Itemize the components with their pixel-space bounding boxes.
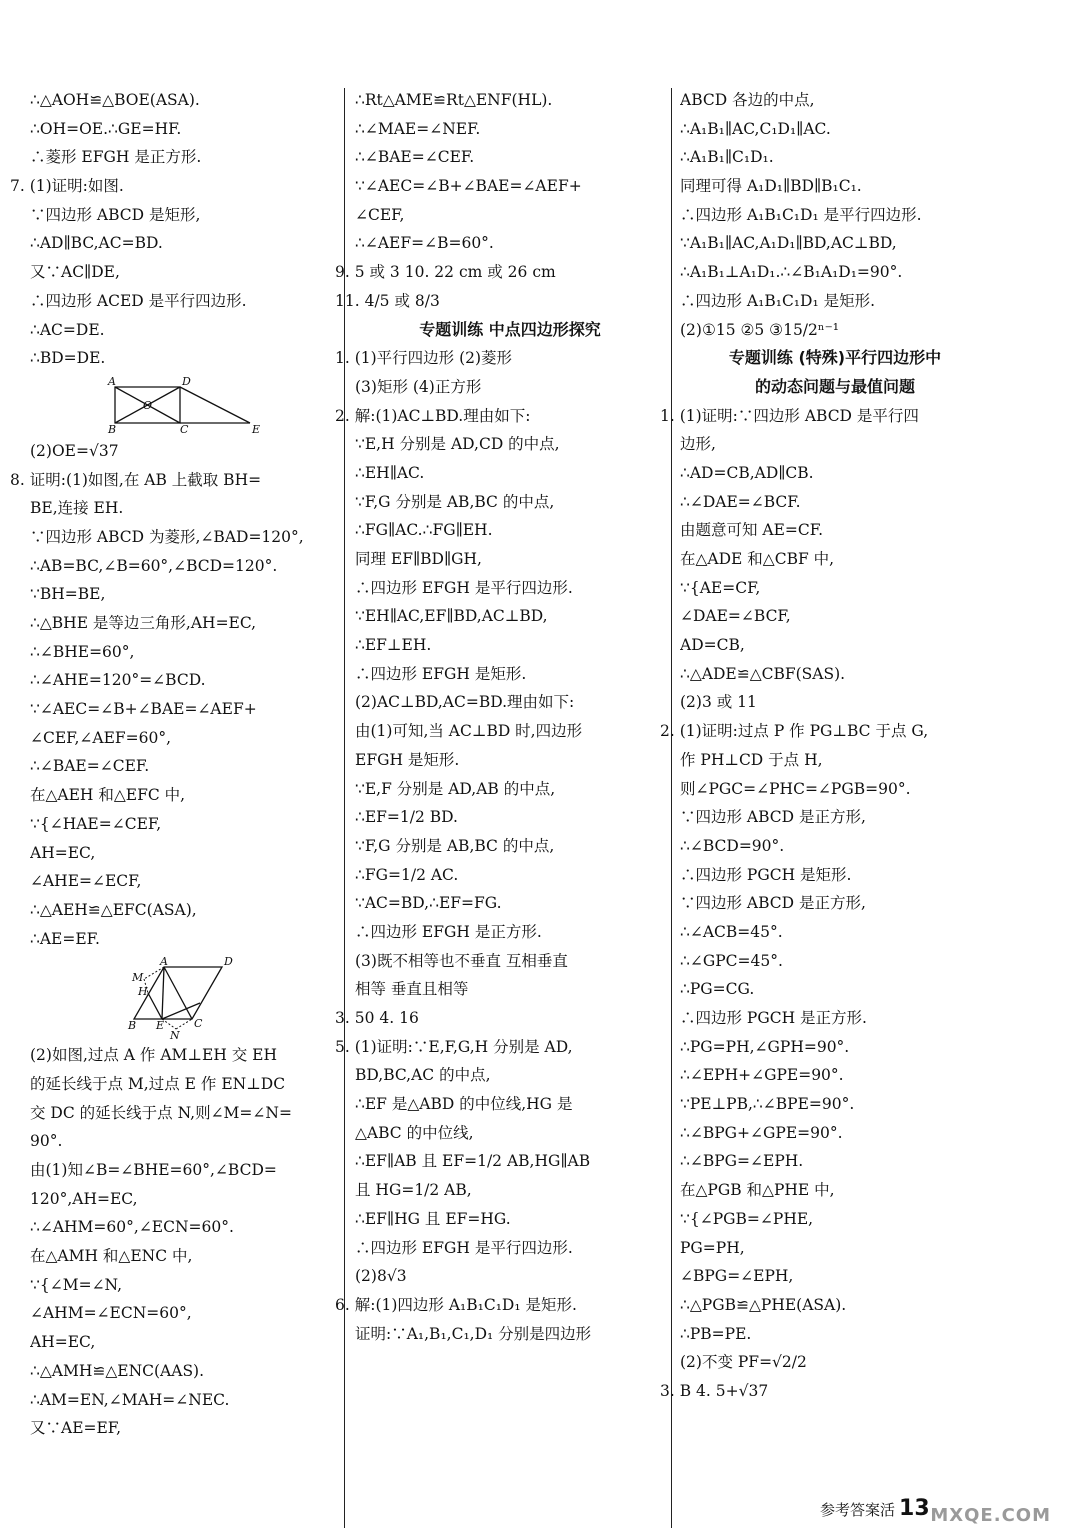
- text-line: ∵E,F 分别是 AD,AB 的中点,: [355, 779, 556, 798]
- text-line: AD=CB,: [680, 636, 745, 655]
- text-line: ∴四边形 EFGH 是平行四边形.: [355, 578, 573, 597]
- text-line: ∵BH=BE,: [30, 585, 106, 604]
- text-line: 又∵AC∥DE,: [30, 263, 120, 282]
- text-line: 且 HG=1/2 AB,: [355, 1181, 472, 1200]
- text-line: 11. 4/5 或 8/3: [335, 291, 440, 310]
- text-line: ∴四边形 EFGH 是正方形.: [355, 922, 542, 941]
- text-line: 证明:∵A₁,B₁,C₁,D₁ 分别是四边形: [355, 1324, 592, 1343]
- text-line: AH=EC,: [30, 1333, 96, 1352]
- text-line: ∴四边形 PGCH 是矩形.: [680, 865, 852, 884]
- text-line: ∴∠BHE=60°,: [30, 642, 135, 661]
- footer-suffix: 活: [880, 1501, 896, 1519]
- watermark-logo: MXQE.COM: [930, 1505, 1051, 1526]
- col1-block-b: [10, 437, 335, 953]
- text-line: ∴四边形 A₁B₁C₁D₁ 是矩形.: [680, 291, 876, 310]
- text-line: 则∠PGC=∠PHC=∠PGB=90°.: [680, 779, 911, 798]
- col1-block-c: [30, 1041, 335, 1443]
- text-line: 同理 EF∥BD∥GH,: [355, 550, 482, 568]
- text-line: 90°.: [30, 1132, 63, 1151]
- figure-label: N: [170, 1029, 180, 1040]
- text-line: (2)AC⊥BD,AC=BD.理由如下:: [355, 693, 575, 712]
- figure-label: C: [194, 1017, 203, 1031]
- text-line: ∴A₁B₁∥AC,C₁D₁∥AC.: [680, 119, 831, 138]
- text-line: ∴四边形 PGCH 是正方形.: [680, 1009, 867, 1027]
- section-heading-dynamic-2: 的动态问题与最值问题: [754, 376, 915, 396]
- text-line: ∴△AEH≌△EFC(ASA),: [30, 900, 197, 919]
- figure-label: O: [143, 398, 153, 412]
- text-line: ∴BD=DE.: [30, 349, 106, 368]
- column-divider-2: [671, 88, 672, 1528]
- text-line: ∴EF⊥EH.: [355, 636, 432, 655]
- text-line: ∴EH∥AC.: [355, 463, 425, 482]
- text-line: ∠DAE=∠BCF,: [680, 607, 791, 626]
- text-line: ∴∠AHE=120°=∠BCD.: [30, 671, 206, 690]
- text-line: (2)不变 PF=√2/2: [680, 1353, 807, 1372]
- text-line: ∴OH=OE.∴GE=HF.: [30, 119, 182, 138]
- text-line: ∵E,H 分别是 AD,CD 的中点,: [355, 435, 560, 454]
- text-line: ∴△AOH≌△BOE(ASA).: [30, 91, 200, 109]
- text-line: 同理可得 A₁D₁∥BD∥B₁C₁.: [680, 177, 862, 196]
- figure-rectangle-acde: [30, 375, 330, 435]
- figure-label: A: [108, 374, 116, 388]
- text-line: 3. B 4. 5+√37: [660, 1381, 769, 1400]
- figure-label: H: [138, 985, 148, 999]
- text-line: ∴Rt△AME≌Rt△ENF(HL).: [355, 91, 553, 109]
- text-line: 的延长线于点 M,过点 E 作 EN⊥DC: [30, 1074, 286, 1093]
- text-line: ∴四边形 EFGH 是平行四边形.: [355, 1238, 573, 1257]
- text-line: ∴菱形 EFGH 是正方形.: [30, 148, 202, 167]
- text-line: ∴△AMH≌△ENC(AAS).: [30, 1361, 205, 1380]
- text-line: (3)既不相等也不垂直 互相垂直: [355, 951, 568, 970]
- text-line: ∴∠BCD=90°.: [680, 836, 785, 855]
- text-line: ∴EF∥AB 且 EF=1/2 AB,HG∥AB: [355, 1152, 591, 1171]
- text-line: ∴PB=PE.: [680, 1324, 752, 1343]
- figure-label: B: [108, 422, 117, 435]
- text-line: ∠CEF,: [355, 205, 405, 224]
- text-line: ∴∠AEF=∠B=60°.: [355, 234, 494, 253]
- text-line: 作 PH⊥CD 于点 H,: [680, 750, 823, 769]
- text-line: ∴AE=EF.: [30, 929, 100, 948]
- text-line: ∴AD=CB,AD∥CB.: [680, 463, 814, 482]
- text-line: ∴∠AHM=60°,∠ECN=60°.: [30, 1218, 234, 1237]
- text-line: 1. (1)证明:∵四边形 ABCD 是平行四: [660, 406, 919, 425]
- col1-block-a: [10, 86, 335, 373]
- text-line: ∴∠EPH+∠GPE=90°.: [680, 1066, 844, 1085]
- text-line: ∴∠BAE=∠CEF.: [355, 148, 475, 167]
- text-line: PG=PH,: [680, 1238, 745, 1257]
- text-line: ∵PE⊥PB,∴∠BPE=90°.: [680, 1095, 855, 1114]
- figure-label: B: [128, 1019, 137, 1033]
- text-line: ∴∠MAE=∠NEF.: [355, 119, 481, 138]
- page-number: 13: [899, 1496, 930, 1521]
- col3-block-b: [660, 402, 990, 1406]
- text-line: (2)如图,过点 A 作 AM⊥EH 交 EH: [30, 1046, 278, 1065]
- figure-label: C: [180, 422, 189, 435]
- text-line: ∴AD∥BC,AC=BD.: [30, 234, 163, 253]
- text-line: ∴AM=EN,∠MAH=∠NEC.: [30, 1390, 230, 1409]
- text-line: ABCD 各边的中点,: [680, 91, 815, 109]
- text-line: ∴AC=DE.: [30, 320, 105, 339]
- figure-label: E: [156, 1019, 165, 1033]
- text-line: ∴∠GPC=45°.: [680, 951, 783, 970]
- page-footer: [820, 1496, 930, 1521]
- text-line: ∴∠BPG=∠EPH.: [680, 1152, 804, 1171]
- text-line: ∴FG∥AC.∴FG∥EH.: [355, 521, 493, 540]
- text-line: 相等 垂直且相等: [355, 980, 469, 999]
- text-line: ∴四边形 EFGH 是矩形.: [355, 664, 527, 683]
- text-line: ∠AHM=∠ECN=60°,: [30, 1304, 192, 1323]
- text-line: BD,BC,AC 的中点,: [355, 1066, 491, 1085]
- text-line: ∠AHE=∠ECF,: [30, 872, 142, 891]
- text-line: (2)OE=√37: [30, 441, 119, 460]
- text-line: 在△ADE 和△CBF 中,: [680, 550, 835, 568]
- text-line: ∴EF 是△ABD 的中位线,HG 是: [355, 1095, 573, 1114]
- text-line: ∵四边形 ABCD 是正方形,: [680, 808, 866, 827]
- text-line: 由(1)知∠B=∠BHE=60°,∠BCD=: [30, 1161, 277, 1179]
- text-line: ∵{∠HAE=∠CEF,: [30, 814, 162, 833]
- text-line: ∠BPG=∠EPH,: [680, 1267, 794, 1286]
- text-line: ∴PG=CG.: [680, 980, 755, 999]
- text-line: ∴∠BAE=∠CEF.: [30, 757, 150, 776]
- text-line: 由题意可知 AE=CF.: [680, 521, 824, 540]
- text-line: ∴EF=1/2 BD.: [355, 808, 458, 827]
- text-line: ∴AB=BC,∠B=60°,∠BCD=120°.: [30, 556, 278, 575]
- text-line: ∴∠BPG+∠GPE=90°.: [680, 1123, 843, 1142]
- col2-block-b: [335, 344, 665, 1348]
- text-line: 9. 5 或 3 10. 22 cm 或 26 cm: [335, 263, 556, 282]
- figure-label: D: [182, 374, 191, 388]
- text-line: ∴EF∥HG 且 EF=HG.: [355, 1209, 511, 1228]
- text-line: ∵∠AEC=∠B+∠BAE=∠AEF+: [30, 700, 257, 719]
- text-line: 3. 50 4. 16: [335, 1009, 419, 1027]
- section-heading-dynamic-1: 专题训练 (特殊)平行四边形中: [728, 348, 942, 368]
- text-line: ∵四边形 ABCD 为菱形,∠BAD=120°,: [30, 527, 304, 546]
- text-line: 8. 证明:(1)如图,在 AB 上截取 BH=: [10, 470, 262, 489]
- text-line: 在△AEH 和△EFC 中,: [30, 786, 186, 805]
- figure-label: D: [224, 955, 233, 969]
- text-line: 1. (1)平行四边形 (2)菱形: [335, 349, 513, 368]
- text-line: (2)8√3: [355, 1267, 407, 1286]
- text-line: ∵四边形 ABCD 是矩形,: [30, 205, 201, 224]
- text-line: (2)①15 ②5 ③15/2ⁿ⁻¹: [680, 320, 839, 339]
- text-line: 6. 解:(1)四边形 A₁B₁C₁D₁ 是矩形.: [335, 1295, 577, 1314]
- text-line: ∵{∠M=∠N,: [30, 1275, 123, 1294]
- text-line: 又∵AE=EF,: [30, 1419, 122, 1438]
- col2-block-a: [335, 86, 665, 316]
- figure-label: A: [160, 955, 168, 969]
- text-line: 交 DC 的延长线于点 N,则∠M=∠N=: [30, 1103, 292, 1122]
- footer-label: 参考答案: [820, 1501, 881, 1519]
- figure-label: E: [252, 422, 261, 435]
- col3-block-a: [680, 86, 990, 344]
- text-line: ∵A₁B₁∥AC,A₁D₁∥BD,AC⊥BD,: [680, 234, 897, 253]
- text-line: ∴A₁B₁∥C₁D₁.: [680, 148, 774, 167]
- column-2: [335, 86, 665, 1348]
- text-line: ∴A₁B₁⊥A₁D₁.∴∠B₁A₁D₁=90°.: [680, 263, 903, 282]
- text-line: ∴△ADE≌△CBF(SAS).: [680, 664, 846, 683]
- text-line: ∴PG=PH,∠GPH=90°.: [680, 1037, 850, 1056]
- text-line: ∵EH∥AC,EF∥BD,AC⊥BD,: [355, 607, 548, 626]
- text-line: 5. (1)证明:∵E,F,G,H 分别是 AD,: [335, 1037, 573, 1056]
- section-heading-midpoint-quadrilateral: 专题训练 中点四边形探究: [419, 319, 601, 339]
- text-line: 在△AMH 和△ENC 中,: [30, 1247, 193, 1266]
- text-line: ∵F,G 分别是 AB,BC 的中点,: [355, 836, 555, 855]
- text-line: 120°,AH=EC,: [30, 1189, 138, 1208]
- text-line: ∴四边形 ACED 是平行四边形.: [30, 291, 247, 310]
- text-line: 由(1)可知,当 AC⊥BD 时,四边形: [355, 722, 583, 741]
- text-line: 在△PGB 和△PHE 中,: [680, 1181, 835, 1200]
- text-line: ∵∠AEC=∠B+∠BAE=∠AEF+: [355, 177, 582, 196]
- text-line: ∴四边形 A₁B₁C₁D₁ 是平行四边形.: [680, 205, 922, 224]
- text-line: ∴FG=1/2 AC.: [355, 865, 459, 884]
- text-line: ∴∠DAE=∠BCF.: [680, 492, 801, 511]
- text-line: BE,连接 EH.: [30, 499, 124, 518]
- column-3: [660, 86, 990, 1406]
- text-line: 边形,: [680, 435, 716, 454]
- text-line: (2)3 或 11: [680, 693, 757, 712]
- text-line: ∵AC=BD,∴EF=FG.: [355, 894, 502, 913]
- text-line: (3)矩形 (4)正方形: [355, 377, 482, 396]
- text-line: EFGH 是矩形.: [355, 750, 460, 769]
- text-line: 7. (1)证明:如图.: [10, 177, 124, 196]
- text-line: ∵{AE=CF,: [680, 578, 761, 597]
- text-line: 2. 解:(1)AC⊥BD.理由如下:: [335, 406, 531, 425]
- text-line: ∠CEF,∠AEF=60°,: [30, 728, 172, 747]
- figure-rhombus-abcd: [30, 955, 330, 1039]
- text-line: ∵四边形 ABCD 是正方形,: [680, 894, 866, 913]
- text-line: ∴△BHE 是等边三角形,AH=EC,: [30, 614, 257, 632]
- text-line: AH=EC,: [30, 843, 96, 862]
- text-line: ∵F,G 分别是 AB,BC 的中点,: [355, 492, 555, 511]
- text-line: ∴∠ACB=45°.: [680, 922, 783, 941]
- text-line: △ABC 的中位线,: [355, 1123, 474, 1142]
- text-line: ∵{∠PGB=∠PHE,: [680, 1209, 814, 1228]
- text-line: ∴△PGB≌△PHE(ASA).: [680, 1295, 847, 1314]
- figure-label: M: [132, 971, 144, 985]
- text-line: 2. (1)证明:过点 P 作 PG⊥BC 于点 G,: [660, 722, 929, 741]
- column-1: [10, 86, 335, 1443]
